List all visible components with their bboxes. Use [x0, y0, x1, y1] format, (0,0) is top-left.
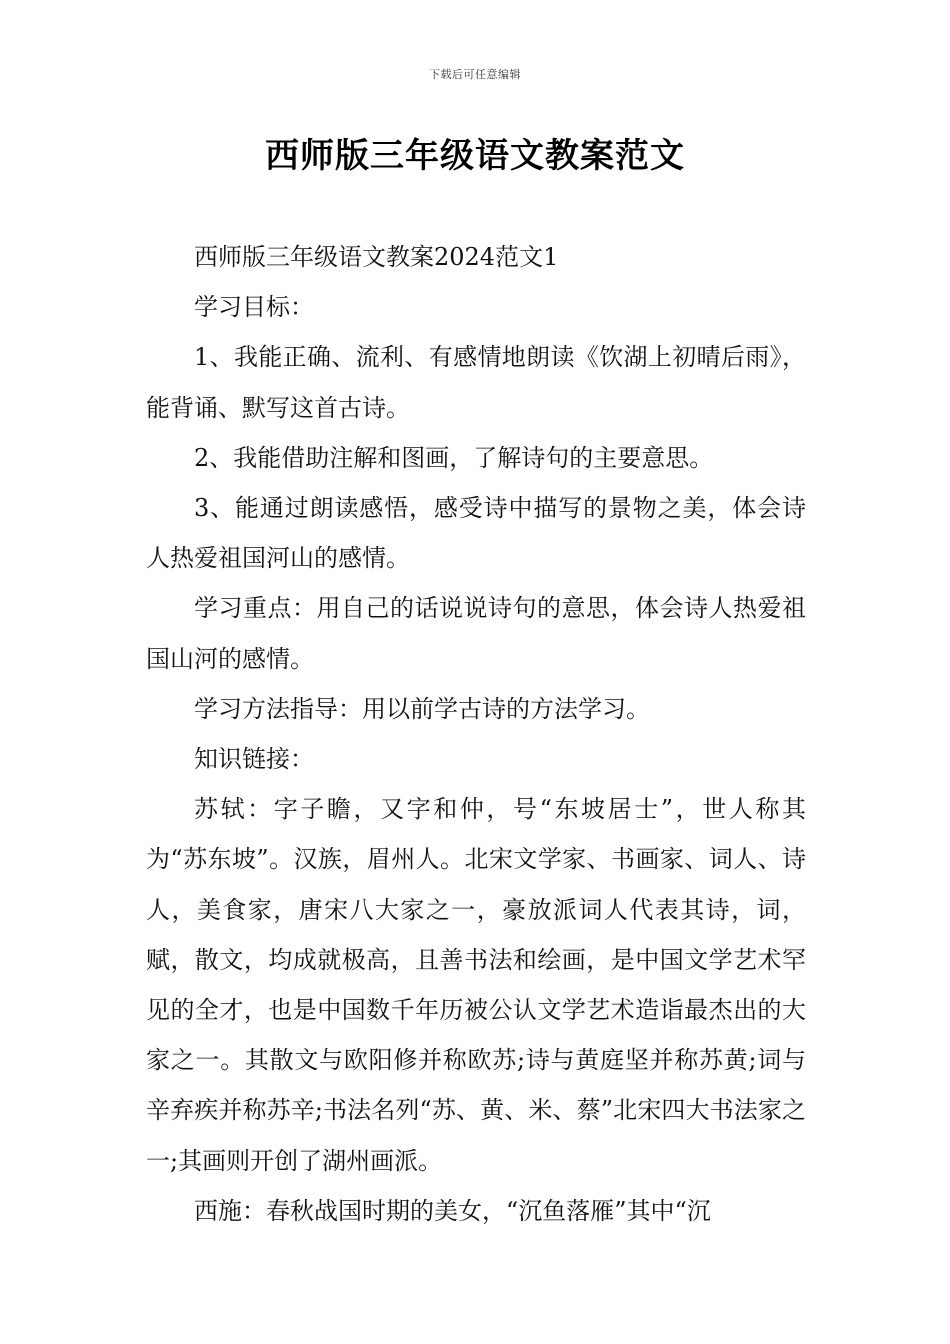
paragraph-knowledge-link-label: 知识链接：	[194, 745, 314, 774]
paragraph-method-guide: 学习方法指导：用以前学古诗的方法学习。	[194, 694, 650, 723]
paragraph-goal-1: 1、我能正确、流利、有感情地朗读《饮湖上初晴后雨》，能背诵、默写这首古诗。	[146, 343, 806, 422]
header-note: 下载后可任意编辑	[429, 68, 521, 81]
paragraph-heading-fanwen: 西师版三年级语文教案2024范文1	[194, 243, 559, 271]
document-body	[146, 232, 806, 1236]
paragraph-goal-2: 2、我能借助注解和图画，了解诗句的主要意思。	[194, 443, 714, 472]
paragraph-goal-3: 3、能通过朗读感悟，感受诗中描写的景物之美，体会诗人热爱祖国河山的感情。	[146, 494, 806, 573]
document-title: 西师版三年级语文教案范文	[265, 136, 685, 176]
paragraph-xi-shi: 西施：春秋战国时期的美女，“沉鱼落雁”其中“沉	[194, 1196, 711, 1225]
paragraph-su-shi-bio: 苏轼：字子瞻，又字和仲，号“东坡居士”，世人称其为“苏东坡”。汉族，眉州人。北宋文学家、书画家、词人、诗人，美食家，唐宋八大家之一，豪放派词人代表其诗，词，赋，散文，均成就极高，且善书法和绘画，是中国文学艺术罕见的全才，也是中国数千年历被公认文学艺术造诣最杰出的大家之一。其散文与欧阳修并称欧苏;诗与黄庭坚并称苏黄;词与辛弃疾并称苏辛;书法名列“苏、黄、米、蔡”北宋四大书法家之一;其画则开创了湖州画派。	[146, 795, 806, 1175]
paragraph-learning-goals-label: 学习目标：	[194, 293, 314, 322]
paragraph-key-points: 学习重点：用自己的话说说诗句的意思，体会诗人热爱祖国山河的感情。	[146, 594, 806, 673]
